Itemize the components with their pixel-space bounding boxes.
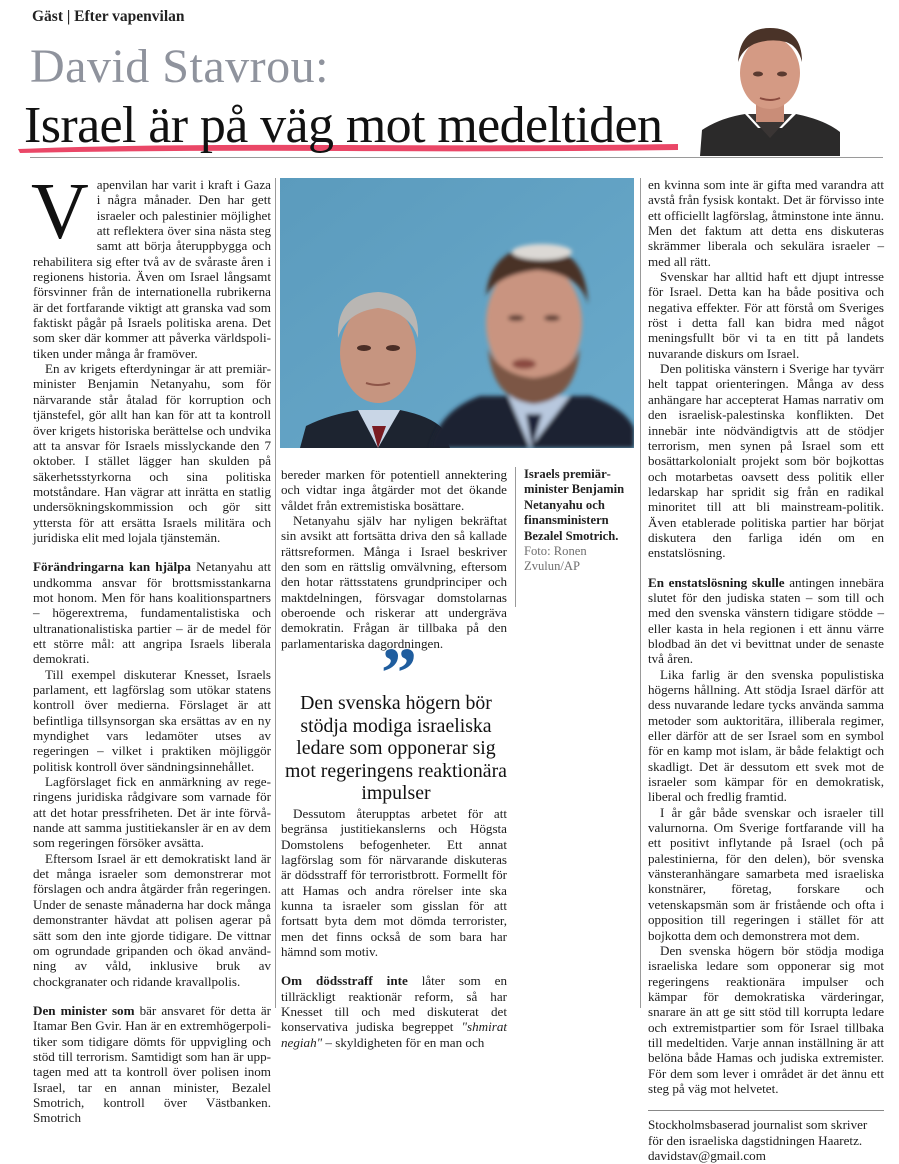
italic-term: "shmirat negiah" xyxy=(281,1019,507,1050)
article-paragraph: Om dödsstraff inte låter som en tillräckligt reaktionär reform, så har Knesset till och med diskuterat det konservativa judiska begreppet "shmirat negiah" – skyldigheten för en man och xyxy=(281,973,507,1050)
caption-text: Israels premiärminister Benjamin Netanyahu och finansministern Bezalel Smotrich. xyxy=(524,467,625,543)
paragraph-lead: Den minister som xyxy=(33,1002,135,1018)
article-paragraph: En av krigets efterdyningar är att premiärminister Benjamin Netanyahu, som för närvarande står åtalad för korruption och tjänstefel, gör allt han kan för att ta kontroll över krigets historiska berättelse och undvika att ta ansvar för Israels misslyckande den 7 oktober. I stället lägger han skulden på säkerhetsstyrkorna och sina politiska motståndare. Han vägrar att inrätta en statlig undersökningskommission och gör sitt yttersta för att ersätta Israels militära och juridiska elit med lojala tjänstemän. xyxy=(33,361,271,545)
author-bio: Stockholmsbaserad journalist som skriver för den israeliska dagstidningen Haaretz. xyxy=(648,1117,868,1148)
author-email-link[interactable]: davidstav@gmail.com xyxy=(648,1148,766,1164)
closing-quote-icon: ” xyxy=(381,633,411,713)
article-paragraph: Den politiska vänstern i Sverige har tyvärr helt tappat orienteringen. Många av dess anhängare har accepterat Hamas narrativ om den israelisk-palestinska konflikten. Det innebär inte nödvändigtvis att de stödjer terrorism, men synen på Israel som ett bosättarkolonialt projekt som bör bojkottas och motarbetas oavsett dess politik eller ledarskap har spridit sig från en radikal minoritet till att bli mainstream-politik. Även etablerade politiska partier har börjat diskutera den farliga idén om en enstatslösning. xyxy=(648,361,884,561)
header-rule xyxy=(30,157,883,158)
article-paragraph: Lika farlig är den svenska populistiska högerns hållning. Att stödja Israel därför att dess nuvarande ledare tycks använda samma metoder som auktoritära, illiberala regimer, eller därför att de ser Israel som en symbol för en kamp mot islam, är både felaktigt och skadligt. Det är dessutom ett svek mot de israeler som kämpar för en demokratisk, liberal och fredlig framtid. xyxy=(648,666,884,805)
paragraph-lead: Förändringarna kan hjälpa xyxy=(33,559,191,575)
paragraph-lead: En enstatslösning skulle xyxy=(648,574,785,590)
headline: Israel är på väg mot medeltiden xyxy=(24,97,663,154)
column-divider xyxy=(275,178,276,1008)
pull-quote-text: Den svenska högern bör stödja modiga israeliska ledare som opponerar sig mot regeringens reaktionära impulser xyxy=(285,692,507,805)
column-divider xyxy=(515,467,516,607)
article-paragraph: En enstatslösning skulle antingen innebära slutet för den judiska staten – som till och med den svenska vänstern tidigare stödde – eller kasta in hela regionen i ett ännu värre blodbad än det vi bevittnat under de senaste två åren. xyxy=(648,574,884,667)
bio-divider xyxy=(648,1110,884,1111)
article-paragraph: bereder marken för potentiell annektering och vidtar inga åtgärder mot det ökande våldet från extremistiska bosättare. xyxy=(281,467,507,513)
pull-quote xyxy=(280,633,512,805)
article-paragraph: Den minister som bär ansvaret för detta är Itamar Ben Gvir. Han är en extremhögerpolitiker som tidigare dömts för uppvigling och stöd till terrorism. Samtidigt som han är upptagen med att ta kontroll över polisen inom Israel, tar en annan minister, Bezalel Smotrich, kontroll över Västbanken. Smotrich xyxy=(33,1002,271,1126)
article-column-3 xyxy=(648,177,884,1164)
article-photo xyxy=(280,178,634,448)
article-paragraph: Den svenska högern bör stödja modiga israeliska ledare som opponerar sig mot regeringens reaktionära impulser och kämpar för demokratiska värderingar, snarare än att ge sitt stöd till korrupta ledare och extremistpartier som för Israel tillbaka till medeltiden. Varje annan inställning är att belöna både Hamas och judiska extremister. För dem som lever i området är det ännu ett steg på väg mot helvetet. xyxy=(648,942,884,1096)
article-paragraph: Svenskar har alltid haft ett djupt intresse för Israel. Detta kan ha både positiva och negativa effekter. För att förstå om Sveriges röst i detta fall kan bidra med något meningsfullt bör vi ta en titt på landets nuvarande diskurs om Israel. xyxy=(648,269,884,361)
article-paragraph: Netanyahu själv har nyligen bekräftat sin avsikt att fortsätta driva den så kallade rättsreformen. Många i Israel beskriver den som en rättslig omvälvning, eftersom den hotar rättsstatens grundprinciper och maktdelningen, försvagar domstolarnas oberoende och riskerar att undergräva demokratin. Frågan är tillbaka på den parlamentariska dagordningen. xyxy=(281,513,507,651)
column-divider xyxy=(640,178,641,1008)
photo-caption xyxy=(524,467,640,575)
article-column-2-continued xyxy=(281,806,507,1050)
drop-cap: V xyxy=(31,168,89,256)
article-column-2 xyxy=(281,467,507,651)
article-paragraph: Till exempel diskuterar Knesset, Israels parlament, ett lagförslag som utökar statens kontroll över medierna. Förslaget är att befintliga tillsynsorgan ska ersättas av en ny myndighet vars ledamöter utses av regeringen – vilket i praktiken möjliggör politisk kontroll över sändningsinnehållet. xyxy=(33,666,271,774)
photo-credit: Foto: Ronen Zvulun/AP xyxy=(524,544,587,574)
article-paragraph: Lagförslaget fick en anmärkning av regeringens juridiska rådgivare som varnade för att det hotar pressfriheten. Det är inte förvånande att samma justitiekansler är en av dem som regeringen försöker avsätta. xyxy=(33,774,271,851)
article-paragraph: en kvinna som inte är gifta med varandra att avstå från fysisk kontakt. Det är förvisso inte ett officiellt lagförslag, åtminstone inte ännu. Men det faktum att detta ens diskuteras skrämmer liberala och sekulära israeler – med all rätt. xyxy=(648,177,884,269)
article-paragraph: Vapenvilan har varit i kraft i Gaza i några månader. Den har gett israeler och palestinier möjlighet att reflektera över sina nästa steg samt att börja återuppbygga och rehabilitera sig efter två av de svåraste åren i regionens historia. Även om Israel långsamt försvinner från de internationella rubrikerna är det fortfarande viktigt att granska vad som faktiskt pågår på Israels politiska arena. Det som sker där kommer att påverka världspolitiken under många år framöver. xyxy=(31,168,271,361)
paragraph-lead: Om dödsstraff inte xyxy=(281,973,408,989)
article-paragraph: Förändringarna kan hjälpa Netanyahu att undkomma ansvar för brottsmisstankarna mot honom. Men för hans koalitionspartners – högerextrema, fundamentalistiska och ultranationalistiska partier – är de medel för ett större mål: att angripa Israels liberala demokrati. xyxy=(33,559,271,667)
article-paragraph: Eftersom Israel är ett demokratiskt land är det många israeler som demonstrerar mot förslagen och andra åtgärder från regeringen. Under de senaste månaderna har dock många demonstranter hävdat att polisen agerar på sätt som den inte gjorde tidigare. De vittnar om ogrundade gripanden och ökad användning av våld, inklusive bruk av chockgranater och ridande kravallpolis. xyxy=(33,850,271,989)
author-byline: David Stavrou: xyxy=(30,40,329,93)
article-column-1 xyxy=(31,168,271,1126)
article-paragraph: Dessutom återupptas arbetet för att begränsa justitiekanslerns och Högsta Domstolens befogenheter. Ett annat lagförslag som för närvarande diskuteras är dödsstraff för terroristbrott. Formellt för att Hamas och andra rörelser inte ska kunna ta israeler som gisslan för att fortsatt byta dem mot dömda terrorister, men det finns också de som bara har hämnd som motiv. xyxy=(281,806,507,960)
section-kicker: Gäst | Efter vapenvilan xyxy=(32,8,185,25)
author-portrait xyxy=(700,18,840,156)
article-paragraph: I år går både svenskar och israeler till valurnorna. Om Sverige fortfarande vill ha ett positivt inflytande på Israel (och på palestinierna, för den delen), bör svenska vänsteranhängare samarbeta med israeliska konstnärer, företag, forskare och vetenskapsmän som är fristående och ofta i opposition till regeringen i stället för att bojkotta dem och demonstrera mot dem. xyxy=(648,804,884,943)
